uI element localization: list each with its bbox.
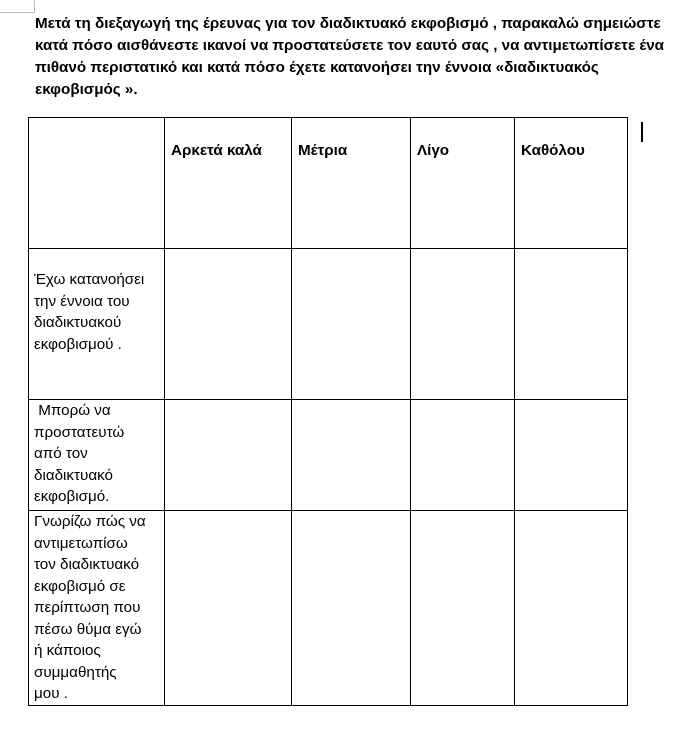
- row-label-line: ή κάποιος: [34, 642, 101, 659]
- row-label-line: Γνωρίζω πώς να: [34, 513, 146, 530]
- instructions-line: Μετά τη διεξαγωγή της έρευνας για τον διαδικτυακό εκφοβισμό , παρακαλώ σημειώστε: [35, 15, 661, 32]
- row-label-line: περίπτωση που: [34, 599, 141, 616]
- instructions-line: πιθανό περιστατικό και κατά πόσο έχετε κατανοήσει την έννοια «διαδικτυακός: [35, 59, 599, 76]
- instructions-line: εκφοβισμός ».: [35, 81, 138, 98]
- row-label-line: την έννοια του: [34, 292, 130, 310]
- row-label-line: προστατευτώ: [34, 423, 125, 441]
- instructions-line: κατά πόσο αισθάνεστε ικανοί να προστατεύσετε τον εαυτό σας , να αντιμετωπίσετε ένα: [35, 37, 665, 54]
- answer-cell-not-at-all[interactable]: [515, 511, 628, 706]
- answer-cell-very-well[interactable]: [165, 249, 292, 400]
- column-header-not-at-all[interactable]: Καθόλου: [515, 118, 628, 249]
- column-header-a-little[interactable]: Λίγο: [411, 118, 515, 249]
- answer-cell-not-at-all[interactable]: [515, 400, 628, 511]
- text-insertion-cursor: [641, 122, 643, 142]
- column-header-very-well[interactable]: Αρκετά καλά: [165, 118, 292, 249]
- answer-cell-a-little[interactable]: [411, 400, 515, 511]
- row-label-line: συμμαθητής: [34, 663, 117, 681]
- column-header-moderately[interactable]: Μέτρια: [292, 118, 411, 249]
- row-label-understanding[interactable]: [29, 249, 165, 400]
- row-label-line: μου .: [34, 685, 68, 702]
- answer-cell-not-at-all[interactable]: [515, 249, 628, 400]
- survey-instructions: [35, 13, 697, 101]
- table-header-row: [29, 118, 628, 249]
- answer-cell-a-little[interactable]: [411, 249, 515, 400]
- answer-cell-moderately[interactable]: [292, 511, 411, 706]
- row-label-line: αντιμετωπίσω: [34, 534, 128, 552]
- row-label-line: τον διαδικτυακό: [34, 556, 140, 573]
- answer-cell-moderately[interactable]: [292, 400, 411, 511]
- row-label-protection[interactable]: [29, 400, 165, 511]
- table-row: [29, 249, 628, 400]
- row-label-line: διαδικτυακό: [34, 466, 113, 484]
- header-corner-cell[interactable]: [29, 118, 165, 249]
- row-label-line: Μπορώ να: [34, 402, 111, 419]
- row-label-line: εκφοβισμού .: [34, 335, 122, 353]
- answer-cell-a-little[interactable]: [411, 511, 515, 706]
- answer-cell-very-well[interactable]: [165, 400, 292, 511]
- row-label-line: εκφοβισμό.: [34, 488, 110, 505]
- row-label-line: διαδικτυακού: [34, 314, 122, 331]
- row-label-line: πέσω θύμα εγώ: [34, 620, 142, 638]
- answer-cell-moderately[interactable]: [292, 249, 411, 400]
- row-label-line: Έχω κατανοήσει: [34, 271, 145, 288]
- row-label-handling-incident[interactable]: [29, 511, 165, 706]
- answer-cell-very-well[interactable]: [165, 511, 292, 706]
- self-assessment-table: [28, 117, 628, 706]
- row-label-line: από τον: [34, 445, 88, 462]
- table-row: [29, 400, 628, 511]
- row-label-line: εκφοβισμό σε: [34, 577, 126, 595]
- table-row: [29, 511, 628, 706]
- page-margin-corner-mark: [0, 0, 35, 13]
